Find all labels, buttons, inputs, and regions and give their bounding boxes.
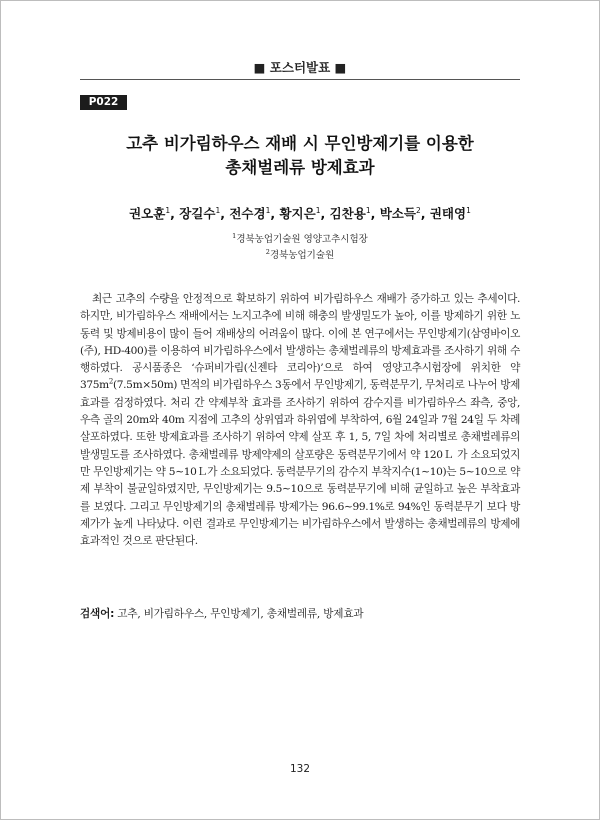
paper-title [0, 132, 600, 180]
header-divider [80, 79, 520, 80]
author-name: 장길수 [179, 206, 216, 221]
author-affiliation-mark: 1 [466, 205, 471, 215]
keywords-text: 고추, 비가림하우스, 무인방제기, 총채벌레류, 방제효과 [114, 608, 364, 620]
page-number: 132 [289, 763, 311, 775]
area-unit-superscript: 2 [108, 377, 113, 386]
author-affiliation-mark: 1 [365, 205, 371, 215]
title-line-1: 고추 비가림하우스 재배 시 무인방제기를 이용한 [126, 134, 474, 153]
author [430, 206, 471, 221]
poster-code-badge: P022 [80, 95, 127, 110]
affiliation-mark: 1 [232, 232, 237, 240]
author-list: 권오훈$^1$, 장길수$^1$, 전수경$^1$, 황지은$^1$, 김찬용$^1$, 박소득$^2$, 권태영$^1$ [129, 205, 471, 221]
author [179, 206, 220, 221]
affiliation [0, 230, 600, 246]
keywords-line [80, 606, 520, 621]
affiliation-mark: 2 [265, 248, 270, 257]
author-affiliation-mark: 1 [165, 205, 171, 215]
author [229, 206, 270, 221]
author [129, 206, 170, 221]
author-affiliation-mark: 2 [415, 205, 421, 215]
author-name: 전수경 [229, 206, 266, 221]
author [330, 206, 371, 221]
abstract-text-part2: (7.5m×50m) 면적의 비가림하우스 3동에서 무인방제기, 동력분무기, 무처리로 나누어 방제효과를 검정하였다. 처리 간 약제부착 효과를 조사하기 위하여 감수지를 비가림하우스 좌측, 중앙, 우측 골의 20m와 40m 지점에 고추의 상위엽과 하위엽에 부착하여, 6월 24일과 7월 24일 두 차례 살포하였다. 또한 방제효과를 조사하기 위하여 약제 살포 후 1, 5, 7일 차에 처리별로 총채벌레류의 발생밀도를 조사하였다. 총채벌레류 방제약제의 살포량은 동력분무기에서 약 120Ｌ 가 소요되었지만 무인방제기는 약 5∼10Ｌ가 소요되었다. 동력분무기의 감수지 부착지수(1∼10)는 5∼10으로 약제 부착이 불균일하였지만, 무인방제기는 9.5∼10으로 동력분무기에 비해 균일하고 높은 부착효과를 보였다. 그리고 무인방제기의 총채벌레류 방제가는 96.6∼99.1%로 94%인 동력분무기 보다 방제가가 높게 나타났다. 이런 결과로 무인방제기는 비가림하우스에서 발생하는 총채벌레류의 방제에 효과적인 것으로 판단된다. [80, 379, 520, 548]
author-name: 권태영 [429, 206, 467, 221]
abstract-text-part1: 최근 고추의 수량을 안정적으로 확보하기 위하여 비가림하우스 재배가 증가하고 있는 추세이다. 하지만, 비가림하우스 재배에서는 노지고추에 비해 해충의 발생밀도가 높아, 이를 방제하기 위한 노동력 및 방제비용이 많이 들어 재배상의 어려움이 많다. 이에 본 연구에서는 무인방제기(삼영바이오(주), HD-400)를 이용하여 비가림하우스에서 발생하는 총채벌레류의 방제효과를 조사하기 위해 수행하였다. 공시품종은 ‘슈퍼비가림(신젠타 코리아)’으로 하여 영양고추시험장에 위치한 약 375m [80, 293, 520, 392]
author-affiliation-mark: 1 [315, 205, 321, 215]
author-name: 권오훈 [129, 206, 166, 221]
abstract-body [80, 291, 520, 550]
title-line-2: 총채벌레류 방제효과 [225, 158, 375, 177]
author [380, 206, 421, 221]
author-name: 박소득 [379, 206, 416, 221]
affiliation-text: 경북농업기술원 [269, 250, 335, 262]
keywords-label: 검색어: [80, 608, 115, 620]
author-name: 황지은 [279, 206, 316, 221]
author [279, 206, 320, 221]
affiliation-list [0, 230, 600, 262]
affiliation [0, 246, 600, 262]
affiliation-text: 경북농업기술원 영양고추시험장 [236, 234, 368, 246]
section-header: ■ 포스터발표 ■ [253, 60, 347, 75]
author-affiliation-mark: 1 [265, 205, 271, 215]
author-name: 김찬용 [329, 206, 366, 221]
author-affiliation-mark: 1 [215, 205, 221, 215]
